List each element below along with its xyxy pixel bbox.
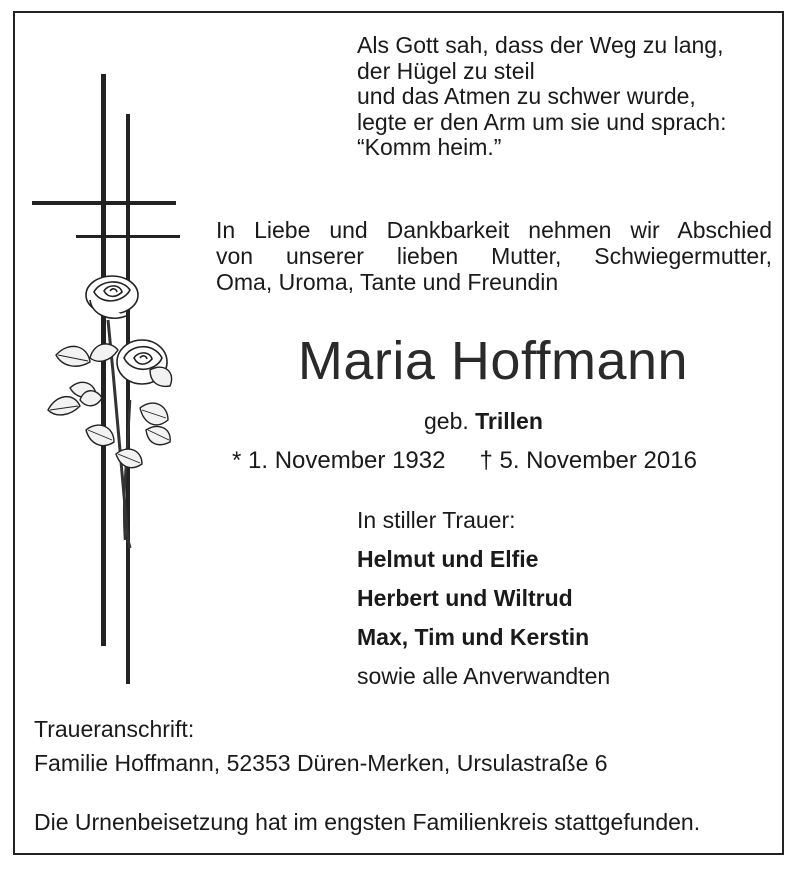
mourning-address — [34, 712, 608, 780]
death-date: † 5. November 2016 — [479, 447, 697, 474]
maiden-name: Trillen — [475, 408, 543, 434]
verse-line: der Hügel zu steil — [357, 57, 535, 84]
farewell-text — [216, 217, 772, 295]
farewell-line: Oma, Uroma, Tante und Freundin — [216, 269, 559, 295]
verse-line: legte er den Arm um sie und sprach: — [357, 108, 727, 135]
farewell-line: In Liebe und Dankbarkeit nehmen wir Abschied — [216, 217, 772, 243]
verse-line: und das Atmen zu schwer wurde, — [357, 83, 696, 109]
life-dates — [232, 448, 697, 473]
mourner-name: Herbert und Wiltrud — [357, 585, 573, 611]
burial-note: Die Urnenbeisetzung hat im engsten Familienkreis stattgefunden. — [34, 809, 701, 835]
maiden-prefix: geb. — [424, 408, 469, 434]
address-label: Traueranschrift: — [34, 716, 195, 742]
mourner-name: Max, Tim und Kerstin — [357, 624, 590, 650]
verse-line: “Komm heim.” — [357, 134, 502, 160]
farewell-line: von unserer lieben Mutter, Schwiegermutter, — [216, 243, 772, 269]
mourners-block — [357, 508, 610, 703]
mourners-closing: sowie alle Anverwandten — [357, 663, 611, 689]
verse-block — [357, 33, 726, 161]
address-value: Familie Hoffmann, 52353 Düren-Merken, Ursulastraße 6 — [34, 750, 608, 776]
maiden-name-line — [424, 409, 543, 434]
verse-line: Als Gott sah, dass der Weg zu lang, — [357, 32, 724, 58]
mourners-heading: In stiller Trauer: — [357, 507, 516, 533]
birth-date: * 1. November 1932 — [232, 447, 446, 474]
mourner-name: Helmut und Elfie — [357, 546, 539, 572]
deceased-name: Maria Hoffmann — [297, 331, 689, 391]
